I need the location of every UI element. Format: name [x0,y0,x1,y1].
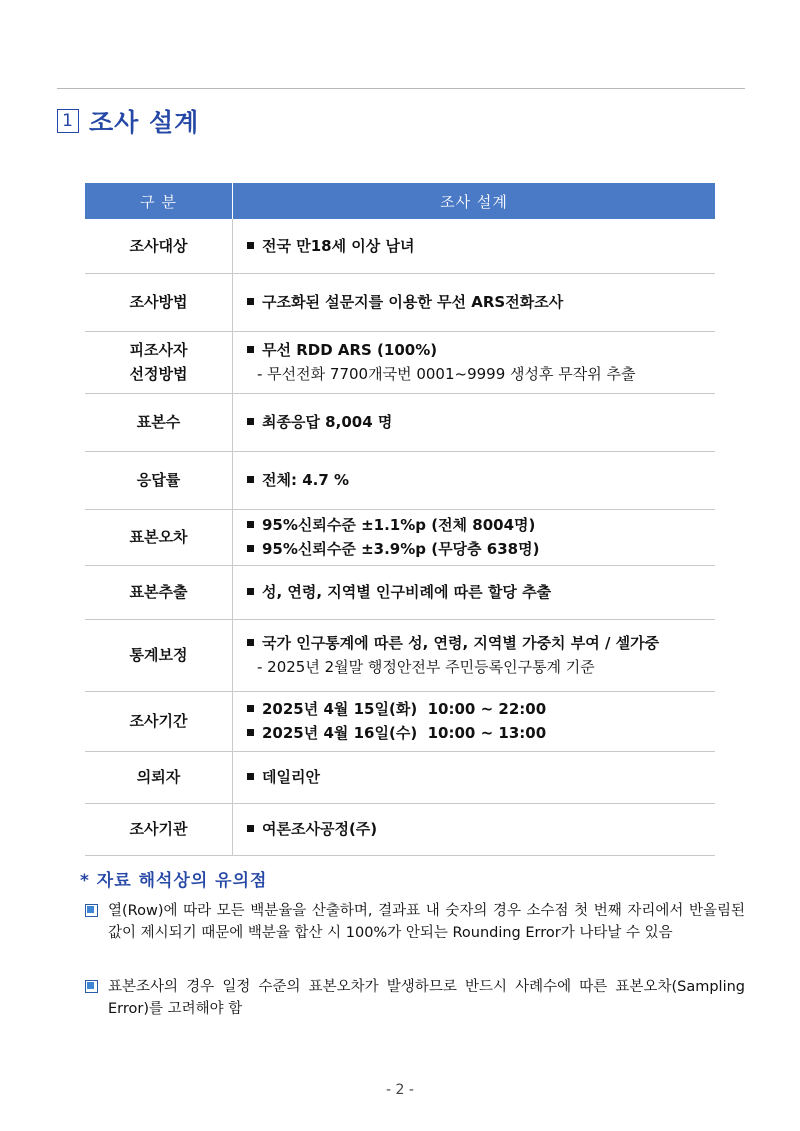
square-bullet-icon [247,476,254,483]
row-label [85,393,233,451]
square-bullet-icon [247,298,254,305]
row-content [233,393,716,451]
section-number: 1 [57,109,79,133]
table-row [85,393,715,451]
bullet-text: 국가 인구통계에 따른 성, 연령, 지역별 가중치 부여 / 셀가중 [262,634,660,652]
table-row [85,751,715,803]
row-label [85,619,233,691]
square-bullet-icon [247,639,254,646]
row-label-line: 표본오차 [129,528,188,546]
header-design: 조사 설계 [233,183,716,219]
table-row [85,619,715,691]
row-content [233,509,716,565]
square-bullet-icon [85,904,98,917]
row-content [233,565,716,619]
table-row [85,273,715,331]
bullet-text: 성, 연령, 지역별 인구비례에 따른 할당 추출 [262,583,552,601]
row-label [85,509,233,565]
row-content [233,619,716,691]
bullet-item [247,290,715,314]
bullet-item [247,721,715,745]
row-content [233,273,716,331]
section-heading [57,104,199,138]
header-category: 구 분 [85,183,233,219]
bullet-text: 95%신뢰수준 ±1.1%p (전체 8004명) [262,516,536,534]
section-title: 조사 설계 [89,108,200,137]
row-label [85,331,233,393]
row-label-line: 표본수 [136,413,181,431]
table-row [85,219,715,273]
row-label-line: 통계보정 [129,646,188,664]
note-item [85,900,745,944]
table-row [85,331,715,393]
bullet-item [247,580,715,604]
square-bullet-icon [247,825,254,832]
bullet-item [247,410,715,434]
row-label [85,803,233,855]
row-label [85,565,233,619]
bullet-text: 여론조사공정(주) [262,820,378,838]
row-content [233,691,716,751]
row-label [85,273,233,331]
row-label [85,451,233,509]
row-label-line: 조사방법 [129,293,188,311]
bullet-item [247,234,715,258]
bullet-item [247,697,715,721]
row-label [85,219,233,273]
bullet-text: 95%신뢰수준 ±3.9%p (무당층 638명) [262,540,540,558]
table-row [85,451,715,509]
page-number: - 2 - [386,1082,414,1098]
square-bullet-icon [247,729,254,736]
row-content [233,219,716,273]
top-divider [57,88,745,89]
table-row [85,691,715,751]
sub-item: - 2025년 2월말 행정안전부 주민등록인구통계 기준 [257,658,595,676]
bullet-text: 2025년 4월 16일(수) 10:00 ~ 13:00 [262,724,547,742]
table-row [85,565,715,619]
note-item [85,976,745,1020]
row-content [233,803,716,855]
bullet-item [247,537,715,561]
bullet-text: 최종응답 8,004 명 [262,413,393,431]
row-label [85,691,233,751]
row-content [233,451,716,509]
row-label-line: 조사기관 [129,820,188,838]
bullet-item [247,631,715,655]
notes-title: * 자료 해석상의 유의점 [80,871,268,891]
square-bullet-icon [247,773,254,780]
square-bullet-icon [247,705,254,712]
note-text: 표본조사의 경우 일정 수준의 표본오차가 발생하므로 반드시 사례수에 따른 표본오차(Sampling Error)를 고려해야 함 [108,979,745,1017]
bullet-text: 전국 만18세 이상 남녀 [262,236,415,255]
row-label-line: 피조사자 [129,341,188,359]
row-label [85,751,233,803]
row-label-line: 표본추출 [129,583,188,601]
bullet-item [247,513,715,537]
bullet-text: 무선 RDD ARS (100%) [262,341,438,359]
table-row [85,509,715,565]
bullet-item [247,817,715,841]
table-row [85,803,715,855]
square-bullet-icon [247,545,254,552]
row-label-line: 조사대상 [129,236,188,255]
row-label-line: 의뢰자 [136,768,181,786]
sub-item: - 무선전화 7700개국번 0001~9999 생성후 무작위 추출 [257,365,636,383]
row-label-line: 조사기간 [129,712,188,730]
survey-design-table [85,183,715,856]
row-content [233,751,716,803]
row-label-line: 응답률 [136,471,181,489]
row-label-line: 선정방법 [129,365,188,383]
bullet-text: 구조화된 설문지를 이용한 무선 ARS전화조사 [262,293,564,311]
bullet-text: 데일리안 [262,768,320,786]
table-header-row [85,183,715,219]
bullet-text: 전체: 4.7 % [262,471,350,489]
square-bullet-icon [247,588,254,595]
square-bullet-icon [247,242,254,249]
square-bullet-icon [247,346,254,353]
bullet-item [247,765,715,789]
square-bullet-icon [247,418,254,425]
bullet-text: 2025년 4월 15일(화) 10:00 ~ 22:00 [262,700,547,718]
row-content [233,331,716,393]
bullet-item [247,338,715,362]
square-bullet-icon [85,980,98,993]
note-text: 열(Row)에 따라 모든 백분율을 산출하며, 결과표 내 숫자의 경우 소수점 첫 번째 자리에서 반올림된 값이 제시되기 때문에 백분율 합산 시 100%가 안되는 Rounding Error가 나타날 수 있음 [108,903,745,941]
square-bullet-icon [247,521,254,528]
table-body [85,219,715,855]
bullet-item [247,468,715,492]
